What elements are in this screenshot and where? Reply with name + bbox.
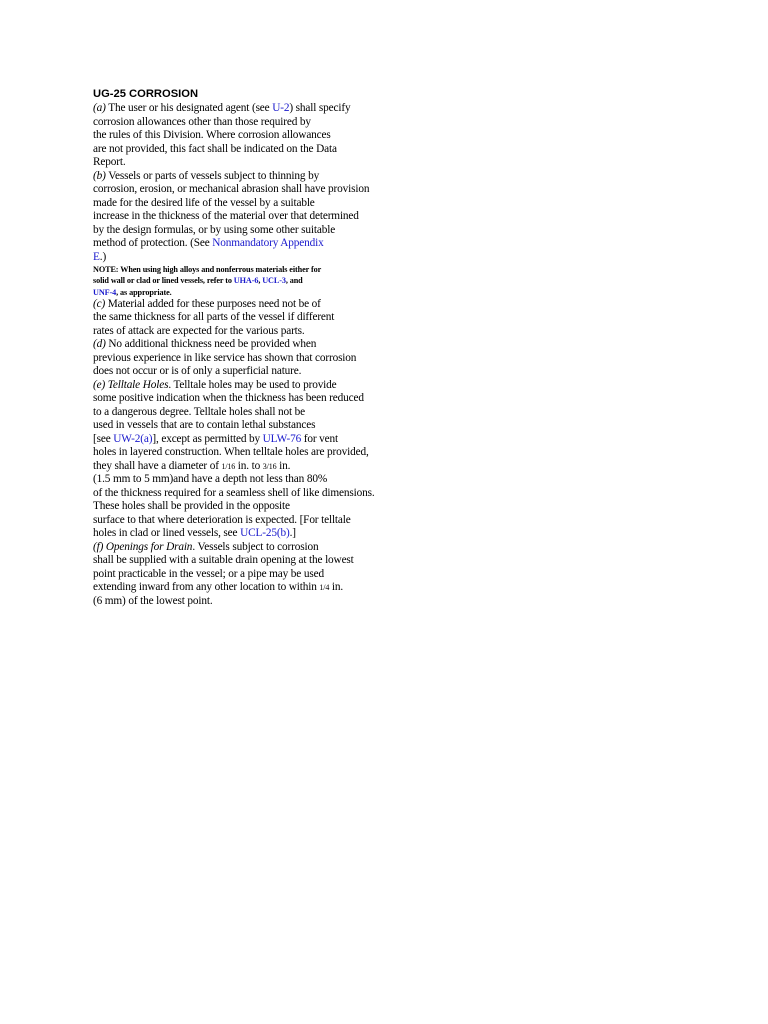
text-run: [see: [93, 432, 114, 445]
text-run: ,: [258, 276, 263, 286]
text-line: [93, 514, 438, 528]
text-run: Vessels or parts of vessels subject to thinning by: [105, 169, 320, 182]
text-line: [93, 170, 438, 184]
cross-reference-link[interactable]: UCL-25(b): [240, 527, 290, 540]
text-run: previous experience in like service has shown that corrosion: [93, 351, 357, 364]
text-line: [93, 568, 438, 582]
note-line: [93, 275, 438, 286]
text-run: the same thickness for all parts of the vessel if different: [93, 311, 335, 324]
text-run: extending inward from any other location to within: [93, 581, 320, 594]
text-line: [93, 116, 438, 130]
text-line: [93, 102, 438, 116]
text-run: solid wall or clad or lined vessels, refer to: [93, 276, 234, 286]
paragraph-lines: [93, 102, 438, 608]
text-run: ) shall specify: [289, 102, 351, 114]
text-line: [93, 156, 438, 170]
document-body: [93, 87, 438, 608]
note-line: [93, 287, 438, 298]
text-run: holes in clad or lined vessels, see: [93, 527, 241, 540]
text-run: does not occur or is of only a superficial nature.: [93, 365, 302, 378]
text-run: used in vessels that are to contain lethal substances: [93, 419, 316, 432]
text-run: , as appropriate.: [116, 287, 172, 297]
text-run: ], except as permitted by: [152, 432, 263, 445]
text-run: (1.5 mm to 5 mm)and have a depth not less than 80%: [93, 473, 328, 486]
text-run: method of protection. (See: [93, 237, 213, 249]
text-line: [93, 325, 438, 339]
italic-label: (e) Telltale Holes: [93, 378, 169, 391]
text-line: [93, 473, 438, 487]
text-line: [93, 554, 438, 568]
text-line: [93, 251, 438, 265]
text-run: No additional thickness need be provided when: [105, 338, 317, 351]
text-line: [93, 595, 438, 609]
text-line: [93, 237, 438, 251]
text-line: [93, 419, 438, 433]
text-line: [93, 143, 438, 157]
note-line: [93, 264, 438, 275]
text-run: to a dangerous degree. Telltale holes shall not be: [93, 405, 306, 418]
text-line: [93, 352, 438, 366]
text-run: . Telltale holes may be used to provide: [168, 378, 337, 391]
cross-reference-link[interactable]: UW-2(a): [113, 432, 153, 445]
text-line: [93, 406, 438, 420]
text-run: , and: [285, 276, 303, 286]
text-run: . Vessels subject to corrosion: [192, 540, 319, 553]
text-line: [93, 379, 438, 393]
text-run: .): [99, 250, 107, 263]
text-run: they shall have a diameter of: [93, 459, 222, 472]
cross-reference-link[interactable]: UNF-4: [93, 287, 117, 297]
italic-label: (d): [93, 338, 106, 351]
cross-reference-link[interactable]: UHA-6: [233, 276, 259, 286]
italic-label: (a): [93, 102, 106, 114]
text-run: by the design formulas, or by using some other suitable: [93, 223, 336, 236]
text-run: surface to that where deterioration is expected. [For telltale: [93, 513, 351, 526]
text-line: [93, 433, 438, 447]
text-run: the rules of this Division. Where corrosion allowances: [93, 129, 331, 141]
text-run: Material added for these purposes need not be of: [105, 297, 321, 310]
text-run: for vent: [301, 432, 339, 445]
text-run: holes in layered construction. When telltale holes are provided,: [93, 446, 369, 459]
text-run: in.: [329, 581, 344, 594]
text-line: [93, 392, 438, 406]
text-line: [93, 338, 438, 352]
cross-reference-link[interactable]: Nonmandatory Appendix: [212, 237, 324, 249]
cross-reference-link[interactable]: ULW-76: [262, 432, 302, 445]
text-line: [93, 527, 438, 541]
text-line: [93, 298, 438, 312]
cross-reference-link[interactable]: U-2: [272, 102, 290, 114]
text-line: [93, 581, 438, 595]
text-run: in.: [276, 459, 291, 472]
text-line: [93, 210, 438, 224]
italic-label: (c): [93, 297, 106, 310]
text-run: .]: [289, 527, 296, 540]
italic-label: (b): [93, 169, 106, 182]
text-run: shall be supplied with a suitable drain opening at the lowest: [93, 554, 354, 567]
text-line: [93, 500, 438, 514]
text-run: made for the desired life of the vessel by a suitable: [93, 196, 315, 209]
text-run: increase in the thickness of the material over that determined: [93, 210, 359, 222]
cross-reference-link[interactable]: E: [93, 250, 100, 263]
section-heading: UG-25 CORROSION: [93, 88, 199, 100]
text-line: [93, 311, 438, 325]
text-run: corrosion, erosion, or mechanical abrasion shall have provision: [93, 183, 370, 195]
text-line: [93, 446, 438, 460]
fraction: 1/16: [221, 461, 236, 471]
text-run: (6 mm) of the lowest point.: [93, 594, 213, 607]
text-run: The user or his designated agent (see: [105, 102, 273, 114]
cross-reference-link[interactable]: UCL-3: [262, 276, 286, 286]
text-line: [93, 129, 438, 143]
text-run: point practicable in the vessel; or a pipe may be used: [93, 567, 324, 580]
text-run: corrosion allowances other than those required by: [93, 115, 311, 128]
italic-label: (f) Openings for Drain: [93, 540, 193, 553]
text-line: [93, 365, 438, 379]
text-line: [93, 541, 438, 555]
text-line: [93, 183, 438, 197]
fraction: 3/16: [262, 461, 277, 471]
text-line: [93, 197, 438, 211]
text-run: NOTE: When using high alloys and nonferrous materials either for: [93, 265, 322, 274]
text-run: Report.: [93, 156, 126, 168]
text-run: These holes shall be provided in the opposite: [93, 500, 290, 513]
text-run: of the thickness required for a seamless shell of like dimensions.: [93, 486, 375, 499]
text-run: some positive indication when the thickness has been reduced: [93, 392, 364, 405]
text-run: are not provided, this fact shall be indicated on the Data: [93, 142, 337, 155]
text-line: [93, 487, 438, 501]
text-line: [93, 224, 438, 238]
text-run: rates of attack are expected for the various parts.: [93, 324, 305, 337]
text-run: in. to: [235, 459, 263, 472]
fraction: 1/4: [319, 583, 330, 593]
text-line: [93, 460, 438, 474]
